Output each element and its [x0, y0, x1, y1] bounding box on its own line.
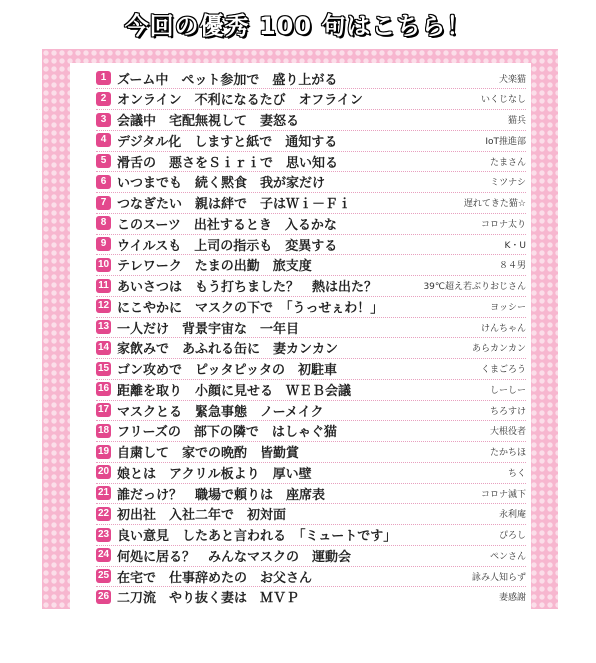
rank-badge: 25 [97, 570, 110, 581]
list-item [96, 89, 526, 109]
haiku-text: 良い意見 したあと言われる 「ミュートです」 [117, 529, 397, 544]
author-name: たかちほ [489, 448, 526, 458]
list-item [96, 525, 526, 545]
list-item [96, 400, 526, 420]
list-item [96, 421, 526, 441]
rank-badge: 11 [96, 279, 111, 293]
list-item [96, 68, 526, 88]
haiku-text: ウイルスも 上司の指示も 変異する [117, 238, 338, 254]
page-title: 今回の優秀 100 句はこちら！ [124, 12, 472, 40]
author-name: コロナ太り [480, 219, 526, 230]
list-item [96, 172, 526, 192]
rank-badge: 10 [97, 258, 110, 270]
haiku-list [70, 63, 531, 609]
rank-badge: 5 [96, 154, 111, 168]
author-name: ぴろし [498, 531, 526, 541]
rank-badge: 7 [96, 196, 111, 210]
haiku-text: 家飲みで あふれる缶に 妻カンカン [117, 342, 339, 358]
list-item [96, 130, 526, 150]
rank-badge: 6 [96, 175, 111, 189]
author-name: いくじなし [480, 95, 526, 106]
rank-badge: 23 [97, 528, 110, 540]
list-item [96, 442, 526, 462]
rank-badge: 4 [96, 133, 111, 147]
haiku-text: 何処に居る？ みんなマスクの 運動会 [117, 549, 352, 565]
author-name: IoT推進部 [485, 136, 526, 147]
haiku-text: つなぎたい 親は絆で 子はＷｉ－Ｆｉ [117, 197, 352, 212]
author-name: 永利庵 [498, 510, 526, 521]
rank-badge: 15 [97, 362, 110, 374]
haiku-text: 距離を取り 小顔に見せる ＷＥＢ会議 [117, 383, 352, 399]
haiku-text: 在宅で 仕事辞めたの お父さん [117, 570, 313, 586]
author-name: あらカンカン [471, 344, 526, 355]
author-name: 遅れてきた猫☆ [463, 199, 526, 209]
rank-badge: 21 [97, 487, 110, 498]
list-item [96, 545, 526, 565]
haiku-text: 誰だっけ？ 職場で頼りは 座席表 [117, 487, 326, 503]
haiku-text: このスーツ 出社するとき 入るかな [117, 217, 337, 233]
author-name: ちろすけ [489, 406, 526, 417]
list-item [96, 483, 526, 503]
author-name: ヨッシー [490, 302, 526, 313]
author-name: たまさん [489, 157, 526, 168]
list-item [96, 462, 526, 482]
rank-badge: 3 [96, 113, 111, 127]
author-name: コロナ滅下 [480, 489, 526, 500]
rank-badge: 8 [96, 216, 111, 230]
haiku-text: にこやかに マスクの下で 「うっせぇわ！」 [117, 300, 384, 316]
author-name: 妻感謝 [498, 593, 526, 604]
rank-badge: 13 [97, 321, 110, 332]
rank-badge: 19 [97, 445, 110, 457]
rank-badge: 16 [97, 383, 110, 395]
author-name: 39℃超え若ぶりおじさん [423, 282, 526, 292]
author-name: 犬楽猫 [498, 74, 526, 85]
rank-badge: 17 [97, 404, 110, 415]
list-item [96, 317, 526, 337]
author-name: 大根役者 [489, 427, 526, 438]
author-name: ちく [507, 468, 526, 479]
haiku-text: 自粛して 家での晩酌 皆勤賞 [117, 446, 300, 461]
haiku-text: あいさつは もう打ちました？ 熱は出た？ [117, 280, 378, 295]
author-name: ペンさん [489, 551, 526, 562]
rank-badge: 22 [97, 507, 110, 519]
haiku-text: 一人だけ 背景宇宙な 一年目 [117, 321, 300, 337]
rank-badge: 2 [96, 92, 111, 106]
list-item [96, 504, 526, 524]
author-name: ８４男 [498, 261, 526, 272]
author-name: くまごろう [480, 365, 526, 375]
list-item [96, 234, 526, 254]
list-item [96, 110, 526, 130]
author-name: しーしー [489, 385, 526, 396]
haiku-text: ゴン攻めで ピッタピッタの 初駐車 [117, 363, 337, 378]
haiku-text: いつまでも 続く黙食 我が家だけ [117, 176, 326, 192]
author-name: K・U [504, 240, 526, 251]
haiku-text: 二刀流 やり抜く妻は ＭＶＰ [117, 591, 300, 607]
list-item [96, 193, 526, 213]
rank-badge: 12 [97, 300, 110, 312]
list-item [96, 566, 526, 586]
rank-badge: 1 [96, 71, 111, 85]
rank-badge: 14 [97, 341, 110, 353]
list-item [96, 359, 526, 379]
list-item [96, 338, 526, 358]
list-item [96, 213, 526, 233]
haiku-text: テレワーク たまの出勤 旅支度 [117, 259, 312, 275]
list-item [96, 587, 526, 607]
rank-badge: 9 [96, 237, 111, 251]
haiku-text: ズーム中 ペット参加で 盛り上がる [117, 72, 338, 88]
haiku-text: マスクとる 緊急事態 ノーメイク [117, 404, 324, 420]
rank-badge: 24 [97, 549, 110, 561]
haiku-text: デジタル化 しますと紙で 通知する [117, 134, 338, 150]
haiku-text: 滑舌の 悪さをＳｉｒｉで 思い知る [117, 155, 339, 171]
haiku-text: 会議中 宅配無視して 妻怒る [117, 114, 300, 129]
list-item [96, 151, 526, 171]
author-name: けんちゃん [480, 323, 526, 334]
rank-badge: 26 [97, 590, 110, 602]
haiku-text: 初出社 入社二年で 初対面 [117, 508, 287, 524]
list-item [96, 276, 526, 296]
haiku-text: 娘とは アクリル板より 厚い壁 [117, 466, 312, 482]
list-item [96, 296, 526, 316]
author-name: 猫兵 [507, 116, 526, 126]
author-name: 詠み人知らず [471, 572, 526, 583]
list-item [96, 255, 526, 275]
rank-badge: 18 [97, 424, 110, 436]
haiku-text: オンライン 不利になるたび オフライン [117, 93, 363, 109]
list-item [96, 379, 526, 399]
haiku-text: フリーズの 部下の隣で はしゃぐ猫 [117, 425, 337, 441]
author-name: ミツナシ [490, 178, 526, 189]
rank-badge: 20 [97, 466, 110, 478]
